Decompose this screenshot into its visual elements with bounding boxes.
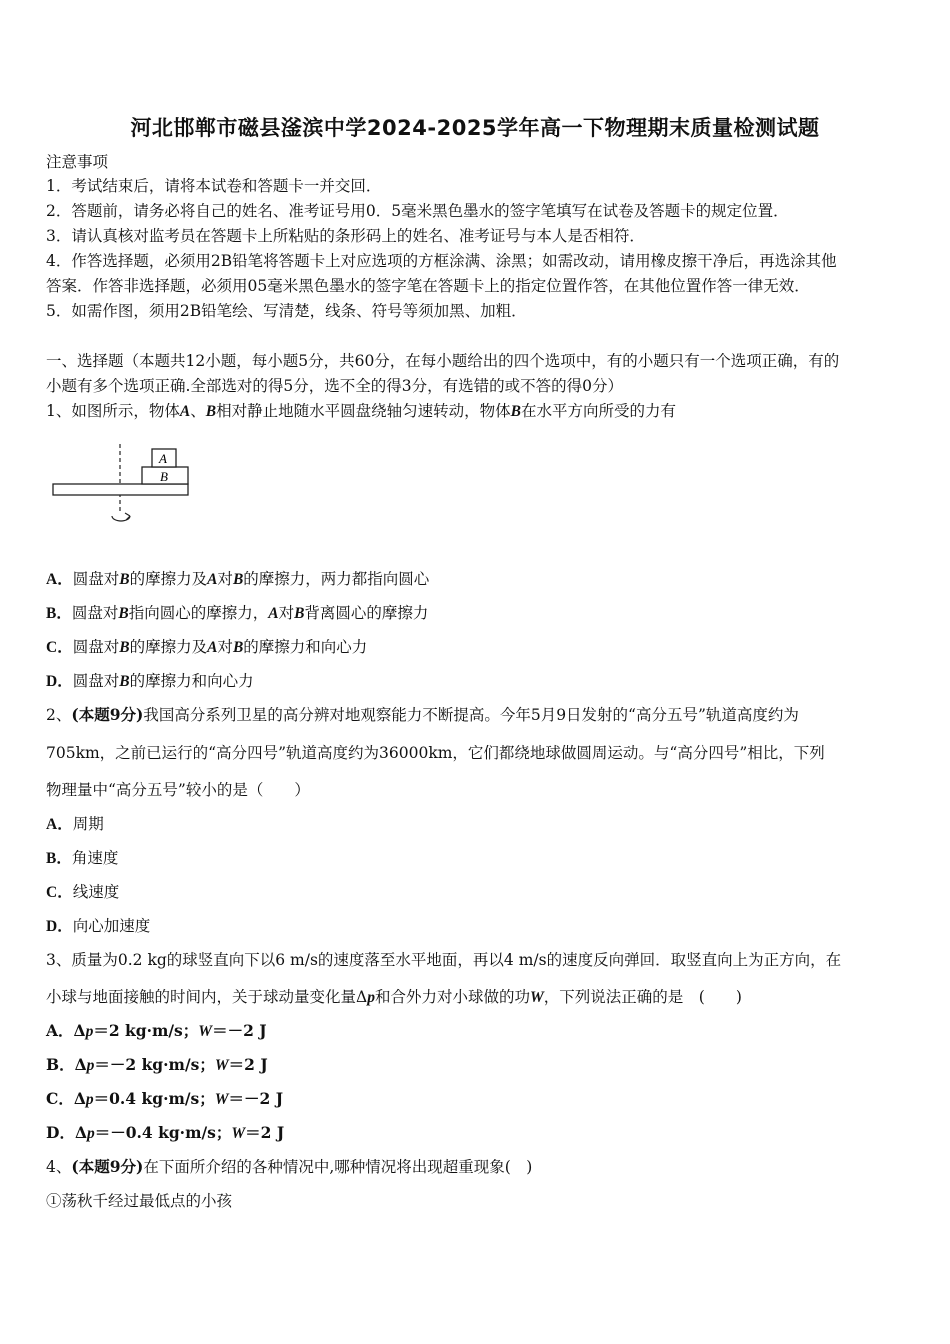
notice-item: 1．考试结束后，请将本试卷和答题卡一并交回． bbox=[46, 177, 382, 195]
page-title: 河北邯郸市磁县滏滨中学2024-2025学年高一下物理期末质量检测试题 bbox=[130, 116, 820, 140]
q4-item: ①荡秋千经过最低点的小孩 bbox=[46, 1192, 233, 1210]
q1-stem: 1、如图所示，物体A、B相对静止地随水平圆盘绕轴匀速转动，物体B在水平方向所受的力有 bbox=[46, 402, 676, 420]
section-heading-line: 小题有多个选项正确.全部选对的得5分，选不全的得3分，有选错的或不答的得0分） bbox=[46, 377, 624, 395]
notice-item: 3．请认真核对监考员在答题卡上所粘贴的条形码上的姓名、准考证号与本人是否相符． bbox=[46, 227, 645, 245]
q3-option: C．Δp＝0.4 kg·m/s；W＝－2 J bbox=[46, 1089, 284, 1108]
q3-option: A．Δp＝2 kg·m/s；W＝－2 J bbox=[46, 1021, 267, 1040]
q3-option: D．Δp＝－0.4 kg·m/s；W＝2 J bbox=[46, 1123, 285, 1142]
label-b: B bbox=[160, 469, 168, 484]
q1-figure bbox=[50, 440, 195, 530]
notice-heading: 注意事项 bbox=[46, 153, 109, 171]
section-heading-line: 一、选择题（本题共12小题，每小题5分，共60分，在每小题给出的四个选项中，有的小题只有一个选项正确，有的 bbox=[46, 352, 840, 370]
notice-item: 4．作答选择题，必须用2B铅笔将答题卡上对应选项的方框涂满、涂黑；如需改动，请用橡皮擦干净后，再选涂其他 bbox=[46, 252, 837, 270]
q2-stem-line: 705km，之前已运行的“高分四号”轨道高度约为36000km，它们都绕地球做圆周运动。与“高分四号”相比，下列 bbox=[46, 744, 825, 762]
q2-option: D．向心加速度 bbox=[46, 917, 151, 935]
q1-option-c: C．圆盘对B的摩擦力及A对B的摩擦力和向心力 bbox=[46, 638, 368, 656]
q2-option: A．周期 bbox=[46, 815, 104, 833]
q1-option-b: B．圆盘对B指向圆心的摩擦力，A对B背离圆心的摩擦力 bbox=[46, 604, 429, 622]
notice-item: 5．如需作图，须用2B铅笔绘、写清楚，线条、符号等须加黑、加粗． bbox=[46, 302, 527, 320]
disc bbox=[53, 484, 188, 495]
q3-stem-line: 3、质量为0.2 kg的球竖直向下以6 m/s的速度落至水平地面，再以4 m/s的速度反向弹回．取竖直向上为正方向，在 bbox=[46, 951, 842, 969]
q2-option: B．角速度 bbox=[46, 849, 119, 867]
q1-option-a: A．圆盘对B的摩擦力及A对B的摩擦力，两力都指向圆心 bbox=[46, 570, 430, 588]
q4-stem-line: 4、(本题9分)在下面所介绍的各种情况中,哪种情况将出现超重现象( ) bbox=[46, 1157, 533, 1176]
q3-option: B．Δp＝－2 kg·m/s；W＝2 J bbox=[46, 1055, 268, 1074]
label-a: A bbox=[159, 451, 167, 466]
notice-item: 答案．作答非选择题，必须用05毫米黑色墨水的签字笔在答题卡上的指定位置作答，在其他位置作答一律无效． bbox=[46, 277, 810, 295]
q2-stem-line: 2、(本题9分)我国高分系列卫星的高分辨对地观察能力不断提高。今年5月9日发射的“高分五号”轨道高度约为 bbox=[46, 705, 799, 724]
notice-item: 2．答题前，请务必将自己的姓名、准考证号用0．5毫米黑色墨水的签字笔填写在试卷及答题卡的规定位置． bbox=[46, 202, 789, 220]
q2-stem-line: 物理量中“高分五号”较小的是（ ） bbox=[46, 781, 310, 799]
q1-option-d: D．圆盘对B的摩擦力和向心力 bbox=[46, 672, 254, 690]
q2-option: C．线速度 bbox=[46, 883, 120, 901]
q3-stem-line: 小球与地面接触的时间内，关于球动量变化量Δp和合外力对小球做的功W，下列说法正确的是 ( ) bbox=[46, 988, 742, 1006]
